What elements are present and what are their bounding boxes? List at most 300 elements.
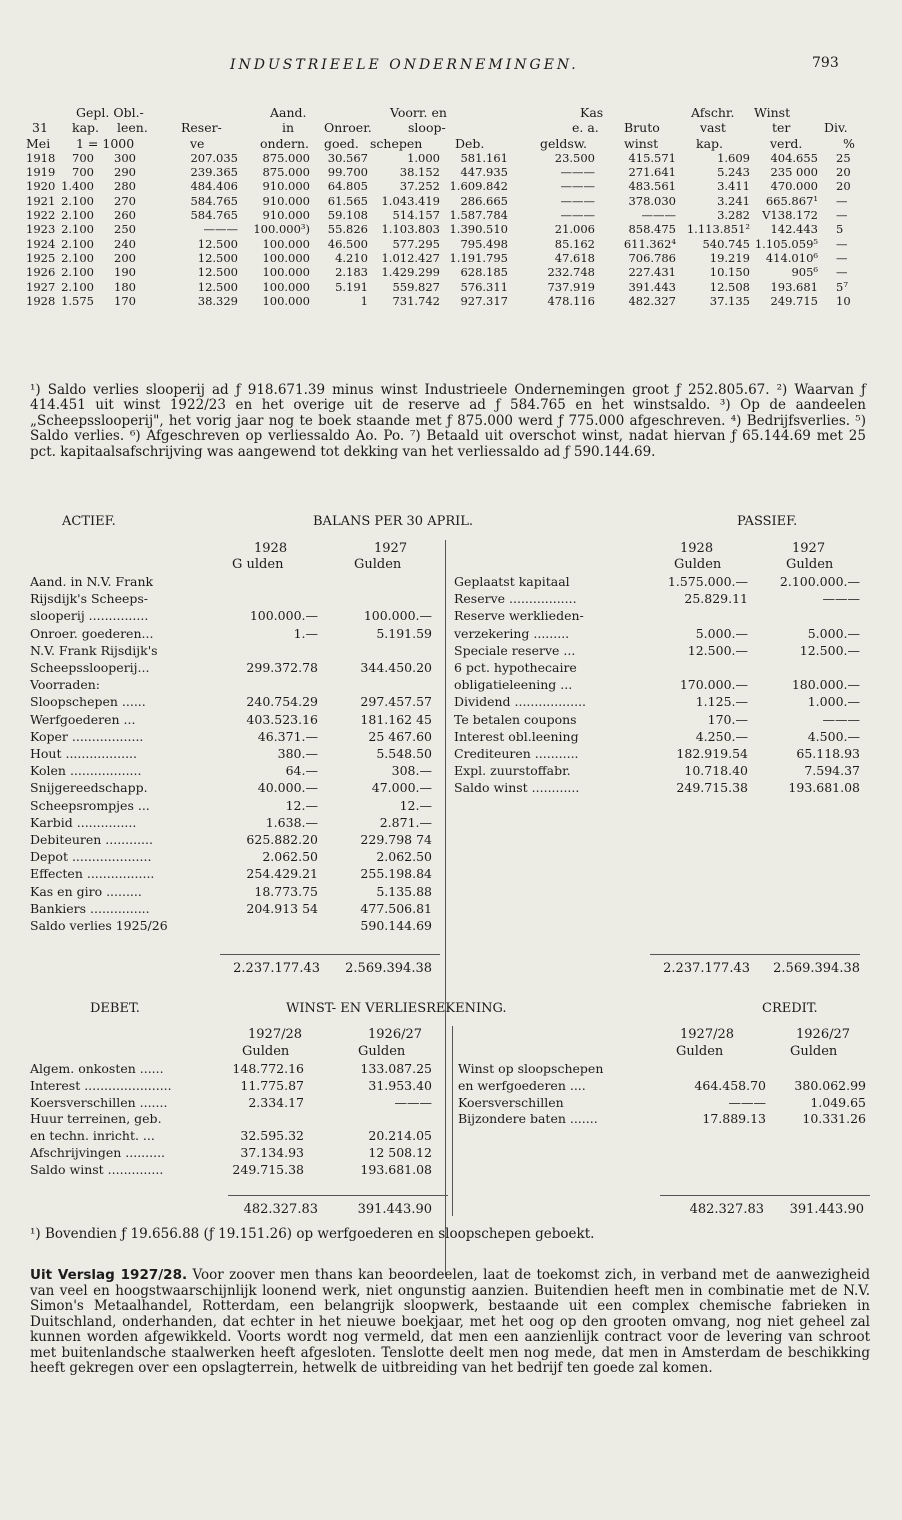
history-cell: 2.100 bbox=[61, 222, 94, 237]
balans-actief-value: 240.754.29 bbox=[246, 694, 318, 710]
balans-year: 1927 bbox=[792, 541, 826, 556]
balans-actief-value: 5.135.88 bbox=[376, 883, 432, 899]
winst-debet-value: 2.334.17 bbox=[248, 1094, 304, 1110]
history-cell: 270 bbox=[114, 193, 136, 208]
balans-passief-value: 5.000.— bbox=[695, 625, 748, 641]
balans-actief-value: 380.— bbox=[277, 746, 318, 761]
history-cell: 875.000 bbox=[262, 150, 310, 165]
balans-actief-title: ACTIEF. bbox=[62, 514, 116, 529]
history-head-cell: Voorr. en bbox=[390, 105, 447, 120]
history-head-cell: Aand. bbox=[270, 105, 307, 120]
balans-actief-value: 12.— bbox=[399, 797, 432, 813]
winst-debet-value: 193.681.08 bbox=[360, 1161, 432, 1177]
history-cell: ——— bbox=[203, 222, 238, 237]
balans-actief-label: Effecten ................. bbox=[30, 866, 155, 882]
winst-credit-label: Koersverschillen bbox=[458, 1094, 564, 1110]
history-cell: ——— bbox=[560, 193, 595, 208]
balans-passief-value: ——— bbox=[822, 591, 860, 607]
history-cell: 100.000 bbox=[262, 265, 310, 280]
history-cell: 1.103.803 bbox=[381, 222, 440, 237]
history-cell: 25 bbox=[836, 150, 851, 165]
winst-credit-value: 464.458.70 bbox=[694, 1077, 766, 1093]
history-cell: 207.035 bbox=[190, 150, 238, 165]
balans-actief-label: N.V. Frank Rijsdijk's bbox=[30, 642, 158, 658]
history-cell: — bbox=[836, 193, 848, 208]
history-head-cell: 31 bbox=[32, 120, 48, 136]
history-cell: 1928 bbox=[26, 293, 56, 308]
history-row bbox=[26, 293, 868, 310]
balans-divider bbox=[445, 540, 446, 1275]
balans-actief-label: Werfgoederen ... bbox=[30, 711, 136, 727]
verslag-paragraph bbox=[30, 1268, 870, 1377]
winst-debet-value: ——— bbox=[394, 1094, 432, 1110]
winst-debet-label: Afschrijvingen .......... bbox=[30, 1145, 166, 1160]
balans-year: 1927 bbox=[374, 541, 408, 556]
history-cell: 584.765 bbox=[190, 208, 238, 223]
winst-debet-label: Algem. onkosten ...... bbox=[30, 1061, 164, 1076]
history-cell: 584.765 bbox=[190, 193, 238, 208]
history-cell: 1.587.784 bbox=[449, 208, 508, 223]
balans-actief-value: 18.773.75 bbox=[254, 883, 318, 899]
balans-actief-value: 2.062.50 bbox=[262, 849, 318, 865]
history-cell: 12.500 bbox=[197, 236, 238, 251]
history-cell: 193.681 bbox=[770, 279, 818, 294]
balans-unit: G ulden bbox=[232, 557, 284, 572]
history-cell: 232.748 bbox=[547, 265, 595, 280]
verslag-lead: Uit Verslag 1927/28. bbox=[30, 1267, 188, 1283]
history-cell: 286.665 bbox=[460, 193, 508, 208]
history-cell: 100.000 bbox=[262, 250, 310, 265]
balans-total-rule bbox=[220, 954, 440, 955]
history-cell: 378.030 bbox=[628, 193, 676, 208]
balans-passief-value: 170.000.— bbox=[679, 677, 748, 693]
balans-passief-value: 4.250.— bbox=[695, 728, 748, 744]
balans-actief-value: 299.372.78 bbox=[246, 660, 318, 675]
balans-actief-label: Karbid ............... bbox=[30, 814, 137, 830]
history-cell: 2.100 bbox=[61, 265, 94, 280]
history-head-cell: Kas bbox=[580, 105, 604, 120]
history-head-cell: ve bbox=[190, 135, 205, 151]
history-cell: 665.867¹ bbox=[765, 193, 818, 208]
winst-unit: Gulden bbox=[242, 1044, 290, 1059]
balans-passief-value: 7.594.37 bbox=[804, 763, 860, 779]
history-cell: ——— bbox=[560, 208, 595, 223]
winst-debet-value: 37.134.93 bbox=[240, 1145, 304, 1160]
history-head-cell: Deb. bbox=[455, 135, 485, 151]
balans-actief-value: 297.457.57 bbox=[360, 694, 432, 710]
balans-actief-label: Aand. in N.V. Frank bbox=[30, 574, 154, 589]
history-head-cell: Div. bbox=[824, 120, 848, 136]
balans-unit: Gulden bbox=[354, 557, 402, 572]
balans-actief-value: 5.191.59 bbox=[376, 625, 432, 641]
balans-total: 2.237.177.43 bbox=[663, 961, 750, 976]
history-head-cell: Onroer. bbox=[324, 120, 372, 136]
history-cell: 10.150 bbox=[709, 265, 750, 280]
history-head-cell: kap. bbox=[696, 135, 724, 151]
history-cell: 3.282 bbox=[717, 208, 750, 223]
history-cell: 1.191.795 bbox=[449, 250, 508, 265]
winst-divider bbox=[452, 1026, 453, 1216]
history-head-cell: Mei bbox=[26, 135, 51, 151]
history-cell: 1923 bbox=[26, 222, 56, 237]
winst-debet-value: 32.595.32 bbox=[240, 1128, 304, 1144]
history-cell: 910.000 bbox=[262, 193, 310, 208]
history-cell: 927.317 bbox=[460, 293, 508, 308]
history-head-cell: Reser- bbox=[181, 120, 222, 136]
history-head-cell: verd. bbox=[770, 135, 803, 151]
winst-debet-value: 12 508.12 bbox=[368, 1145, 432, 1160]
balans-actief-label: Scheepsslooperij... bbox=[30, 660, 150, 675]
history-head-cell: goed. bbox=[324, 135, 359, 151]
winst-footnote: ¹) Bovendien ƒ 19.656.88 (ƒ 19.151.26) op werfgoederen en sloopschepen geboekt. bbox=[30, 1226, 595, 1242]
history-cell: 300 bbox=[114, 150, 136, 165]
winst-debet-value: 249.715.38 bbox=[232, 1161, 304, 1177]
balans-actief-value: 255.198.84 bbox=[360, 866, 432, 882]
winst-year: 1927/28 bbox=[248, 1027, 303, 1042]
balans-passief-value: 193.681.08 bbox=[788, 780, 860, 796]
balans-actief-label: Sloopschepen ...... bbox=[30, 694, 146, 710]
balans-year: 1928 bbox=[680, 541, 714, 556]
history-cell: 240 bbox=[114, 236, 136, 251]
history-cell: 470.000 bbox=[770, 179, 818, 194]
winst-credit-title: CREDIT. bbox=[762, 1001, 818, 1016]
balans-actief-label: Scheepsrompjes ... bbox=[30, 797, 150, 813]
history-cell: 910.000 bbox=[262, 179, 310, 194]
winst-year: 1926/27 bbox=[368, 1027, 423, 1042]
history-cell: 706.786 bbox=[628, 250, 676, 265]
history-cell: ——— bbox=[560, 179, 595, 194]
balans-actief-value: 12.— bbox=[285, 797, 318, 813]
balans-unit: Gulden bbox=[786, 557, 834, 572]
balans-actief-label: Hout .................. bbox=[30, 746, 137, 761]
winst-credit-value: 1.049.65 bbox=[810, 1094, 866, 1110]
history-cell: 100.000 bbox=[262, 279, 310, 294]
balans-actief-value: 2.062.50 bbox=[376, 849, 432, 865]
history-cell: 12.500 bbox=[197, 279, 238, 294]
balans-actief-value: 2.871.— bbox=[379, 814, 432, 830]
winst-unit: Gulden bbox=[676, 1044, 724, 1059]
balans-passief-label: 6 pct. hypothecaire bbox=[454, 660, 577, 675]
history-cell: 10 bbox=[836, 293, 851, 308]
history-cell: 910.000 bbox=[262, 208, 310, 223]
history-cell: 391.443 bbox=[628, 279, 676, 294]
balans-actief-label: Bankiers ............... bbox=[30, 900, 150, 916]
verslag-body: Voor zoover men thans kan beoordeelen, laat de toekomst zich, in verband met de aanwezigheid van veel en hoogstwaarschijnlijk loonend werk, niet ongunstig aanzien. Buitendien heeft men in combinatie met de N.V. Simon's Metaalhandel, Rotterdam, een belangrijk sloopwerk, bestaande uit een complex chemische fabrieken in Duitschland, onderhanden, dat echter in het nieuwe boekjaar, met het oog op den grooten omvang, nog niet geheel zal kunnen worden afgewikkeld. Voorts wordt nog vermeld, dat men een aanzienlijk contract voor de levering van schroot met buitenlandsche staalwerken heeft afgesloten. Tenslotte deelt men nog mede, dat men in Amsterdam de beschikking heeft gekregen over een opslagterrein, hetwelk de uitbreiding van het bedrijf ten goede zal komen. bbox=[30, 1267, 871, 1376]
balans-passief-value: 2.100.000.— bbox=[779, 574, 860, 589]
history-cell: 1919 bbox=[26, 165, 56, 180]
history-cell: 1924 bbox=[26, 236, 56, 251]
balans-passief-value: 1.125.— bbox=[695, 694, 748, 710]
winst-debet-value: 31.953.40 bbox=[368, 1077, 432, 1093]
history-cell: 478.116 bbox=[547, 293, 595, 308]
history-cell: 1.113.851² bbox=[686, 222, 750, 237]
balans-passief-label: Te betalen coupons bbox=[454, 711, 577, 727]
history-cell: 5.243 bbox=[717, 165, 750, 180]
balans-passief-value: 5.000.— bbox=[807, 625, 860, 641]
balans-actief-value: 477.506.81 bbox=[360, 900, 432, 916]
history-cell: ——— bbox=[560, 165, 595, 180]
history-cell: 1.105.059⁵ bbox=[754, 236, 818, 251]
history-cell: 1.043.419 bbox=[381, 193, 440, 208]
history-cell: 235 000 bbox=[770, 165, 818, 180]
history-cell: 20 bbox=[836, 165, 851, 180]
balans-year: 1928 bbox=[254, 541, 288, 556]
history-cell: 100.000³) bbox=[253, 222, 310, 237]
history-cell: — bbox=[836, 208, 848, 223]
history-cell: 1.429.299 bbox=[381, 265, 440, 280]
history-cell: 559.827 bbox=[392, 279, 440, 294]
history-cell: 19.219 bbox=[709, 250, 750, 265]
balans-actief-value: 403.523.16 bbox=[246, 711, 318, 727]
balans-actief-value: 229.798 74 bbox=[360, 832, 432, 847]
history-cell: 404.655 bbox=[770, 150, 818, 165]
history-cell: 99.700 bbox=[327, 165, 368, 180]
balans-total: 2.569.394.38 bbox=[345, 961, 432, 976]
balans-passief-title: PASSIEF. bbox=[737, 514, 798, 529]
history-cell: 1921 bbox=[26, 193, 56, 208]
winst-credit-value: ——— bbox=[728, 1094, 766, 1110]
history-head-cell: Bruto bbox=[624, 120, 660, 136]
history-head-cell: winst bbox=[624, 135, 659, 151]
winst-credit-value: 17.889.13 bbox=[702, 1111, 766, 1127]
history-cell: 483.561 bbox=[628, 179, 676, 194]
winst-debet-label: Interest ...................... bbox=[30, 1077, 172, 1093]
winst-credit-value: 380.062.99 bbox=[794, 1077, 866, 1093]
history-cell: 37.135 bbox=[709, 293, 750, 308]
winst-credit-value: 10.331.26 bbox=[802, 1111, 866, 1127]
balans-actief-label: Snijgereedschapp. bbox=[30, 780, 148, 796]
page-number: 793 bbox=[812, 55, 839, 71]
history-cell: 46.500 bbox=[327, 236, 368, 251]
balans-passief-value: 4.500.— bbox=[807, 728, 860, 744]
history-table bbox=[28, 107, 868, 310]
balans-total-rule bbox=[650, 954, 860, 955]
winst-debet-label: Huur terreinen, geb. bbox=[30, 1111, 162, 1127]
balans-passief-value: 25.829.11 bbox=[684, 591, 748, 607]
balans-unit: Gulden bbox=[674, 557, 722, 572]
winst-debet-label: en techn. inricht. ... bbox=[30, 1128, 155, 1144]
history-table-header bbox=[28, 107, 868, 153]
history-cell: 2.100 bbox=[61, 250, 94, 265]
history-cell: — bbox=[836, 250, 848, 265]
history-cell: 700 bbox=[72, 150, 94, 165]
history-table-body bbox=[26, 150, 868, 310]
history-cell: 414.010⁶ bbox=[765, 250, 818, 265]
history-cell: 250 bbox=[114, 222, 136, 237]
balans-actief-value: 5.548.50 bbox=[376, 746, 432, 761]
balans-actief-label: Rijsdijk's Scheeps- bbox=[30, 591, 149, 607]
history-cell: 1926 bbox=[26, 265, 56, 280]
history-cell: 1.575 bbox=[61, 293, 94, 308]
history-cell: 1.400 bbox=[61, 179, 94, 194]
history-cell: 4.210 bbox=[335, 250, 368, 265]
history-cell: 59.108 bbox=[327, 208, 368, 223]
balans-passief-label: Reserve werklieden- bbox=[454, 608, 584, 624]
history-cell: 2.183 bbox=[335, 265, 368, 280]
balans-passief-value: 182.919.54 bbox=[676, 746, 748, 761]
history-cell: 12.508 bbox=[709, 279, 750, 294]
balans-actief-value: 181.162 45 bbox=[360, 711, 432, 727]
footnote-text: ¹) Saldo verlies slooperij ad ƒ 918.671.39 minus winst Industrieele Ondernemingen groot ƒ 252.805.67. ²) Waarvan ƒ 414.451 uit winst 1922/23 en het overige uit de reserve ad ƒ 584.765 en het winstsaldo. ³) Op de aandeelen „Scheepsslooperij", het vorig jaar nog te boek staande met ƒ 875.000 werd ƒ 775.000 afgeschreven. ⁴) Bedrijfsverlies. ⁵) Saldo verlies. ⁶) Afgeschreven op verliessaldo Ao. Po. ⁷) Betaald uit overschot winst, nadat hiervan ƒ 65.144.69 met 25 pct. kapitaalsafschrijving was aangewend tot dekking van het verliessaldo ad ƒ 590.144.69. bbox=[30, 382, 866, 460]
balans-passief-label: Reserve ................. bbox=[454, 591, 577, 607]
balans-actief-value: 254.429.21 bbox=[246, 866, 318, 882]
history-cell: 20 bbox=[836, 179, 851, 194]
history-head-cell: vast bbox=[700, 120, 726, 136]
history-cell: V138.172 bbox=[762, 208, 818, 223]
balans-passief-label: verzekering ......... bbox=[454, 625, 570, 641]
history-cell: 1925 bbox=[26, 250, 56, 265]
history-cell: 55.826 bbox=[327, 222, 368, 237]
history-cell: 484.406 bbox=[190, 179, 238, 194]
history-cell: 85.162 bbox=[554, 236, 595, 251]
history-cell: 514.157 bbox=[392, 208, 440, 223]
history-cell: 271.641 bbox=[628, 165, 676, 180]
history-cell: 100.000 bbox=[262, 236, 310, 251]
history-cell: 447.935 bbox=[460, 165, 508, 180]
winst-year: 1927/28 bbox=[680, 1027, 735, 1042]
balans-passief-value: 65.118.93 bbox=[796, 746, 860, 761]
winst-total: 482.327.83 bbox=[243, 1202, 318, 1217]
winst-debet-label: Saldo winst .............. bbox=[30, 1161, 164, 1177]
history-cell: 1918 bbox=[26, 150, 56, 165]
history-head-cell: leen. bbox=[117, 120, 148, 136]
balans-actief-value: 46.371.— bbox=[257, 728, 318, 744]
balans-passief-label: Speciale reserve ... bbox=[454, 642, 576, 658]
history-cell: 21.006 bbox=[554, 222, 595, 237]
history-cell: 5 bbox=[836, 222, 844, 237]
balans-total: 2.237.177.43 bbox=[233, 961, 320, 976]
history-cell: 795.498 bbox=[460, 236, 508, 251]
history-head-cell: ter bbox=[772, 120, 791, 136]
history-cell: 260 bbox=[114, 208, 136, 223]
history-cell: 875.000 bbox=[262, 165, 310, 180]
history-cell: 61.565 bbox=[327, 193, 368, 208]
history-cell: 280 bbox=[114, 179, 136, 194]
winst-credit-label: Bijzondere baten ....... bbox=[458, 1111, 598, 1127]
history-cell: 1920 bbox=[26, 179, 56, 194]
balans-actief-label: Debiteuren ............ bbox=[30, 832, 153, 847]
history-cell: 1.000 bbox=[407, 150, 440, 165]
balans-passief-value: 12.500.— bbox=[687, 642, 748, 658]
winst-total: 391.443.90 bbox=[789, 1202, 864, 1217]
balans-passief-value: 170.— bbox=[707, 711, 748, 727]
balans-passief-label: Crediteuren ........... bbox=[454, 746, 579, 761]
balans-actief-label: Kolen .................. bbox=[30, 763, 142, 779]
winst-year: 1926/27 bbox=[796, 1027, 851, 1042]
winst-debet-value: 20.214.05 bbox=[368, 1128, 432, 1144]
history-cell: 2.100 bbox=[61, 208, 94, 223]
balans-passief-value: 10.718.40 bbox=[684, 763, 748, 779]
history-cell: 731.742 bbox=[392, 293, 440, 308]
winst-debet-title: DEBET. bbox=[90, 1001, 140, 1016]
balans-passief-value: 12.500.— bbox=[799, 642, 860, 658]
history-head-cell: Winst bbox=[754, 105, 791, 120]
balans-passief-value: 180.000.— bbox=[791, 677, 860, 693]
balans-actief-value: 40.000.— bbox=[257, 780, 318, 796]
balans-total: 2.569.394.38 bbox=[773, 961, 860, 976]
history-cell: 12.500 bbox=[197, 250, 238, 265]
history-cell: 142.443 bbox=[770, 222, 818, 237]
history-head-cell: in bbox=[282, 120, 295, 136]
winst-title: WINST- EN VERLIESREKENING. bbox=[286, 1001, 507, 1016]
balans-actief-value: 308.— bbox=[391, 763, 432, 779]
history-cell: 576.311 bbox=[460, 279, 508, 294]
balans-passief-value: ——— bbox=[822, 711, 860, 727]
history-cell: 12.500 bbox=[197, 265, 238, 280]
history-cell: 2.100 bbox=[61, 193, 94, 208]
history-cell: 1.390.510 bbox=[449, 222, 508, 237]
balans-passief-label: obligatieleening ... bbox=[454, 677, 573, 693]
balans-actief-value: 100.000.— bbox=[363, 608, 432, 624]
winst-total-rule bbox=[660, 1195, 870, 1196]
history-cell: 64.805 bbox=[327, 179, 368, 194]
history-cell: 30.567 bbox=[327, 150, 368, 165]
history-cell: 100.000 bbox=[262, 293, 310, 308]
balans-actief-value: 47.000.— bbox=[371, 780, 432, 796]
balans-passief-value: 1.575.000.— bbox=[667, 574, 748, 589]
history-cell: 1.609 bbox=[717, 150, 750, 165]
history-cell: 170 bbox=[114, 293, 136, 308]
history-cell: 2.100 bbox=[61, 236, 94, 251]
history-cell: 540.745 bbox=[702, 236, 750, 251]
balans-passief-label: Dividend .................. bbox=[454, 694, 587, 710]
history-cell: 858.475 bbox=[628, 222, 676, 237]
balans-actief-value: 204.913 54 bbox=[246, 900, 318, 916]
winst-debet-value: 148.772.16 bbox=[232, 1061, 304, 1076]
history-cell: 38.152 bbox=[399, 165, 440, 180]
history-cell: 180 bbox=[114, 279, 136, 294]
history-cell: 1.012.427 bbox=[381, 250, 440, 265]
history-head-cell: ondern. bbox=[260, 135, 309, 151]
history-head-cell: sloop- bbox=[408, 120, 446, 136]
history-cell: 1.609.842 bbox=[449, 179, 508, 194]
footnotes bbox=[30, 383, 866, 460]
history-cell: 581.161 bbox=[460, 150, 508, 165]
balans-passief-label: Geplaatst kapitaal bbox=[454, 574, 570, 589]
history-head-cell: % bbox=[843, 135, 855, 151]
balans-passief-value: 249.715.38 bbox=[676, 780, 748, 796]
history-head-cell: kap. bbox=[72, 120, 100, 136]
balans-title: BALANS PER 30 APRIL. bbox=[313, 514, 474, 529]
history-cell: ——— bbox=[641, 208, 676, 223]
winst-credit-label: Winst op sloopschepen bbox=[458, 1061, 604, 1076]
balans-actief-value: 344.450.20 bbox=[360, 660, 432, 675]
history-head-cell: schepen bbox=[370, 135, 423, 151]
balans-actief-value: 25 467.60 bbox=[368, 728, 432, 744]
balans-actief-label: Kas en giro ......... bbox=[30, 883, 142, 899]
winst-unit: Gulden bbox=[358, 1044, 406, 1059]
history-cell: 1927 bbox=[26, 279, 56, 294]
history-cell: 23.500 bbox=[554, 150, 595, 165]
history-cell: 1 bbox=[360, 293, 368, 308]
history-cell: 47.618 bbox=[554, 250, 595, 265]
balans-passief-label: Expl. zuurstoffabr. bbox=[454, 763, 571, 779]
winst-debet-value: 11.775.87 bbox=[240, 1077, 304, 1093]
history-cell: 611.362⁴ bbox=[623, 236, 676, 251]
history-head-cell: Gepl. Obl.- bbox=[76, 105, 144, 120]
winst-total: 482.327.83 bbox=[689, 1202, 764, 1217]
balans-actief-label: Koper .................. bbox=[30, 728, 144, 744]
history-cell: — bbox=[836, 236, 848, 251]
history-cell: 5.191 bbox=[335, 279, 368, 294]
history-cell: 2.100 bbox=[61, 279, 94, 294]
winst-total: 391.443.90 bbox=[357, 1202, 432, 1217]
history-head-cell: 1 = 1000 bbox=[76, 135, 135, 151]
history-cell: 37.252 bbox=[399, 179, 440, 194]
history-cell: 38.329 bbox=[197, 293, 238, 308]
verslag-text bbox=[30, 1268, 870, 1377]
history-cell: 700 bbox=[72, 165, 94, 180]
